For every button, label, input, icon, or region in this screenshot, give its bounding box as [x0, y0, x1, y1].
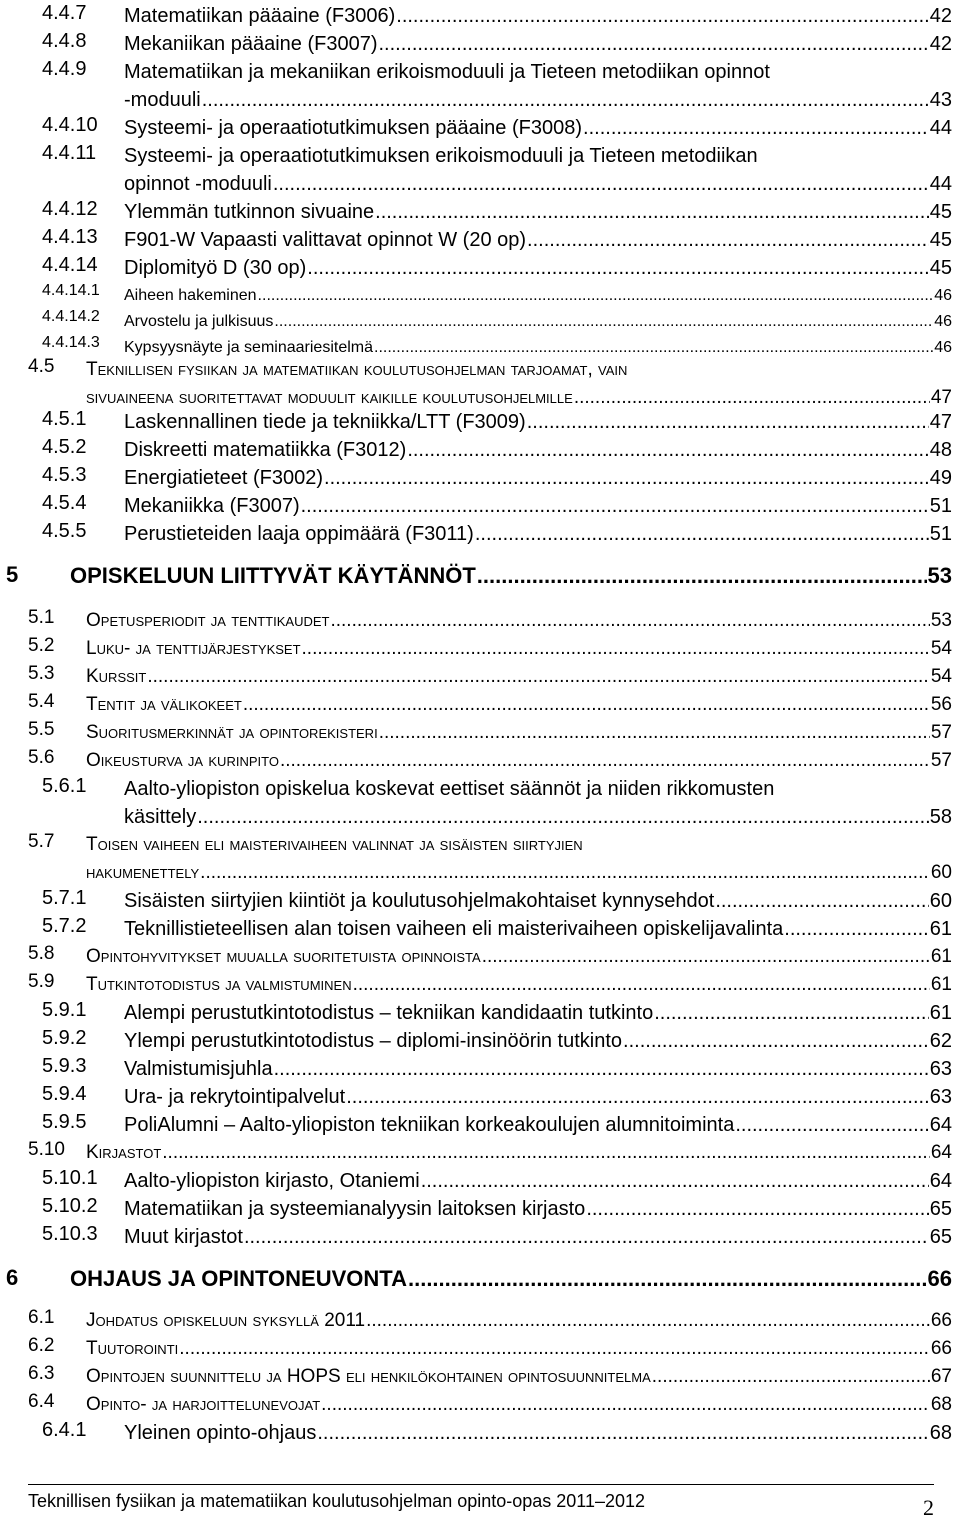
toc-entry[interactable] [124, 436, 952, 464]
toc-entry-title: opinnot -moduuli [124, 173, 272, 195]
dot-leader [527, 226, 929, 254]
toc-entry[interactable] [124, 1167, 952, 1195]
page-footer [28, 1484, 934, 1520]
toc-entry-number: 6.3 [28, 1363, 55, 1384]
toc-entry-number: 6 [6, 1265, 19, 1290]
toc-page-number: 54 [930, 638, 952, 659]
toc-page-number: 57 [930, 722, 952, 743]
dot-leader [623, 1027, 929, 1055]
dot-leader [280, 747, 930, 775]
toc-entry-number: 4.5.4 [42, 492, 87, 514]
toc-entry[interactable] [124, 282, 952, 310]
toc-page-number: 66 [930, 1310, 952, 1331]
toc-entry-number: 5.8 [28, 943, 55, 964]
toc-entry-number: 4.5.3 [42, 464, 87, 486]
toc-entry-title: Matematiikan ja systeemianalyysin laitoksen kirjasto [124, 1198, 586, 1220]
toc-page-number: 42 [929, 33, 952, 55]
toc-entry-title: Aalto-yliopiston opiskelua koskevat eettiset säännöt ja niiden rikkomusten [124, 778, 775, 800]
toc-entry-title: Aalto-yliopiston kirjasto, Otaniemi [124, 1170, 420, 1192]
dot-leader [346, 1083, 929, 1111]
toc-entry-number: 5.5 [28, 719, 55, 740]
toc-entry[interactable] [86, 1139, 952, 1167]
toc-entry-title: Ylempi perustutkintotodistus – diplomi-insinöörin tutkinto [124, 1030, 623, 1052]
toc-page-number: 64 [929, 1114, 952, 1136]
dot-leader [317, 1419, 928, 1447]
toc-entry[interactable] [86, 663, 952, 691]
toc-entry-number: 5.6.1 [42, 775, 87, 797]
toc-entry[interactable] [86, 719, 952, 747]
toc-entry[interactable] [124, 2, 952, 30]
toc-page-number: 58 [929, 806, 952, 828]
toc-entry[interactable] [124, 30, 952, 58]
toc-entry-number: 4.5.5 [42, 520, 87, 542]
footer-title: Teknillisen fysiikan ja matematiikan koulutusohjelman opinto-opas 2011–2012 [28, 1491, 646, 1511]
toc-entry-title: Sisäisten siirtyjien kiintiöt ja koulutusohjelmakohtaiset kynnysehdot [124, 890, 715, 912]
dot-leader [244, 1223, 929, 1251]
toc-entry-title: Diplomityö D (30 op) [124, 257, 307, 279]
toc-page-number: 46 [934, 339, 952, 356]
toc-page-number: 61 [930, 946, 952, 967]
toc-entry[interactable] [124, 308, 952, 336]
toc-entry[interactable] [124, 114, 952, 142]
toc-entry-title: Matematiikan ja mekaniikan erikoismoduuli ja Tieteen metodiikan opinnot [124, 61, 770, 83]
toc-page-number: 60 [930, 862, 952, 883]
toc-page-number: 62 [929, 1030, 952, 1052]
dot-leader [197, 803, 929, 831]
toc-entry-title: Mekaniikan pääaine (F3007) [124, 33, 378, 55]
toc-entry[interactable] [86, 691, 952, 719]
toc-entry[interactable] [124, 1419, 952, 1447]
dot-leader [379, 30, 929, 58]
toc-entry[interactable] [124, 1111, 952, 1139]
toc-entry-number: 4.4.14.2 [42, 308, 100, 325]
toc-entry-number: 4.4.9 [42, 58, 87, 80]
toc-entry-number: 5.3 [28, 663, 55, 684]
toc-entry-number: 5.10.2 [42, 1195, 98, 1217]
toc-entry-number: 4.5.2 [42, 436, 87, 458]
dot-leader [243, 691, 930, 719]
toc-page-number: 44 [929, 117, 952, 139]
toc-page-number: 68 [930, 1394, 952, 1415]
toc-entry-number: 4.4.13 [42, 226, 98, 248]
toc-page-number: 68 [929, 1422, 952, 1444]
toc-entry-title: Kypsyysnäyte ja seminaariesitelmä [124, 339, 373, 356]
toc-entry[interactable] [86, 607, 952, 635]
toc-page-number: 54 [930, 666, 952, 687]
toc-entry[interactable] [124, 1195, 952, 1223]
toc-page-number: 49 [929, 467, 952, 489]
toc-entry-number: 5.9.5 [42, 1111, 87, 1133]
toc-entry[interactable] [124, 492, 952, 520]
toc-entry-title: Opintojen suunnittelu ja HOPS eli henkilökohtainen opintosuunnitelma [86, 1366, 651, 1387]
toc-entry[interactable] [86, 1307, 952, 1335]
toc-entry-number: 5.10.3 [42, 1223, 98, 1245]
dot-leader [307, 254, 928, 282]
toc-entry[interactable] [124, 999, 952, 1027]
toc-entry-title: OHJAUS JA OPINTONEUVONTA [70, 1266, 407, 1291]
dot-leader [200, 859, 930, 887]
toc-page-number: 57 [930, 750, 952, 771]
toc-page-number: 44 [929, 173, 952, 195]
toc-entry[interactable] [86, 356, 952, 412]
toc-page-number: 51 [929, 495, 952, 517]
toc-page-number: 63 [929, 1086, 952, 1108]
toc-entry[interactable] [86, 747, 952, 775]
toc-page-number: 66 [930, 1338, 952, 1359]
toc-entry[interactable] [124, 1223, 952, 1251]
dot-leader [482, 943, 930, 971]
toc-entry-number: 5.10.1 [42, 1167, 98, 1189]
toc-entry-number: 6.2 [28, 1335, 55, 1356]
toc-page-number: 66 [927, 1266, 952, 1291]
toc-entry-title: Yleinen opinto-ohjaus [124, 1422, 317, 1444]
toc-entry[interactable] [124, 915, 952, 943]
toc-entry-title: Matematiikan pääaine (F3006) [124, 5, 396, 27]
dot-leader [274, 308, 933, 336]
toc-entry-title: Johdatus opiskeluun syksyllä 2011 [86, 1310, 366, 1331]
toc-entry-title: Valmistumisjuhla [124, 1058, 273, 1080]
toc-page-number: 67 [930, 1366, 952, 1387]
toc-entry[interactable] [124, 254, 952, 282]
toc-entry[interactable] [124, 58, 952, 114]
toc-entry-title: Systeemi- ja operaatiotutkimuksen pääaine (F3008) [124, 117, 583, 139]
toc-entry-number: 5.10 [28, 1139, 65, 1160]
toc-entry-title: -moduuli [124, 89, 201, 111]
dot-leader [274, 1055, 929, 1083]
toc-entry[interactable] [124, 775, 952, 831]
toc-entry-number: 5.7 [28, 831, 55, 852]
toc-entry-title: Ura- ja rekrytointipalvelut [124, 1086, 346, 1108]
toc-page-number: 43 [929, 89, 952, 111]
toc-page-number: 45 [929, 229, 952, 251]
toc-page-number: 42 [929, 5, 952, 27]
toc-entry[interactable] [86, 971, 952, 999]
toc-page-number: 53 [930, 610, 952, 631]
toc-entry-number: 5.9 [28, 971, 55, 992]
toc-entry-number: 4.4.8 [42, 30, 87, 52]
toc-entry-number: 6.4 [28, 1391, 55, 1412]
dot-leader [652, 1363, 930, 1391]
toc-page-number: 45 [929, 201, 952, 223]
dot-leader [784, 915, 928, 943]
toc-page-number: 47 [930, 387, 952, 408]
toc-entry-title: Systeemi- ja operaatiotutkimuksen erikoismoduuli ja Tieteen metodiikan [124, 145, 758, 167]
toc-page-number: 46 [934, 313, 952, 330]
toc-entry-number: 4.4.10 [42, 114, 98, 136]
dot-leader [375, 198, 929, 226]
toc-entry-title: Kirjastot [86, 1142, 162, 1163]
toc-entry[interactable] [124, 887, 952, 915]
dot-leader [273, 170, 929, 198]
toc-entry-title: Ylemmän tutkinnon sivuaine [124, 201, 375, 223]
dot-leader [324, 464, 929, 492]
toc-entry-title: Teknillisen fysiikan ja matematiikan koulutusohjelman tarjoamat, vain [86, 359, 628, 380]
footer-page-number: 2 [923, 1495, 934, 1520]
toc-entry-number: 5.9.3 [42, 1055, 87, 1077]
toc-entry[interactable] [124, 226, 952, 254]
toc-entry[interactable] [124, 142, 952, 198]
toc-entry-title: Aiheen hakeminen [124, 287, 257, 304]
toc-entry[interactable] [124, 198, 952, 226]
toc-entry-number: 6.4.1 [42, 1419, 87, 1441]
dot-leader [258, 282, 934, 310]
dot-leader [321, 1391, 930, 1419]
toc-entry-number: 4.4.11 [42, 142, 97, 164]
dot-leader [302, 635, 930, 663]
toc-entry[interactable] [86, 1363, 952, 1391]
toc-page-number: 56 [930, 694, 952, 715]
toc-entry[interactable] [124, 408, 952, 436]
toc-entry[interactable] [124, 1055, 952, 1083]
dot-leader [301, 492, 929, 520]
toc-entry-title: Kurssit [86, 666, 147, 687]
toc-entry-title: Energiatieteet (F3002) [124, 467, 324, 489]
dot-leader [586, 1195, 928, 1223]
dot-leader [353, 971, 930, 999]
toc-page-number: 48 [929, 439, 952, 461]
toc-entry[interactable] [124, 1027, 952, 1055]
toc-entry[interactable] [124, 520, 952, 548]
toc-entry-title: Alempi perustutkintotodistus – tekniikan kandidaatin tutkinto [124, 1002, 654, 1024]
toc-entry-title: Opintohyvitykset muualla suoritetuista opinnoista [86, 946, 481, 967]
toc-entry-title: Opinto- ja harjoittelunevojat [86, 1394, 321, 1415]
toc-entry[interactable] [124, 1083, 952, 1111]
toc-page-number: 65 [929, 1198, 952, 1220]
toc-entry-title: Diskreetti matematiikka (F3012) [124, 439, 407, 461]
toc-entry-number: 5.6 [28, 747, 55, 768]
toc-entry-number: 5.9.4 [42, 1083, 87, 1105]
toc-entry-number: 5.7.2 [42, 915, 87, 937]
dot-leader [654, 999, 929, 1027]
toc-page-number: 61 [929, 1002, 952, 1024]
toc-entry-number: 4.4.14.1 [42, 282, 100, 299]
toc-entry-title: Opetusperiodit ja tenttikaudet [86, 610, 330, 631]
toc-entry-number: 5 [6, 562, 19, 587]
toc-entry[interactable] [86, 635, 952, 663]
toc-entry-title: Laskennallinen tiede ja tekniikka/LTT (F3009) [124, 411, 526, 433]
toc-entry-title: Toisen vaiheen eli maisterivaiheen valinnat ja sisäisten siirtyjien [86, 834, 583, 855]
toc-entry-number: 4.4.7 [42, 2, 87, 24]
toc-entry-number: 5.2 [28, 635, 55, 656]
dot-leader [715, 887, 928, 915]
toc-entry-number: 5.9.2 [42, 1027, 87, 1049]
dot-leader [583, 114, 929, 142]
toc-entry-title: Arvostelu ja julkisuus [124, 313, 274, 330]
dot-leader [379, 719, 930, 747]
toc-entry-number: 5.4 [28, 691, 55, 712]
dot-leader [735, 1111, 928, 1139]
toc-entry[interactable] [86, 943, 952, 971]
dot-leader [366, 1307, 930, 1335]
toc-entry-title: Perustieteiden laaja oppimäärä (F3011) [124, 523, 474, 545]
toc-entry-number: 5.1 [28, 607, 55, 628]
toc-page-number: 47 [929, 411, 952, 433]
toc-entry-number: 4.4.14 [42, 254, 98, 276]
toc-entry[interactable] [86, 1391, 952, 1419]
toc-entry-number: 5.7.1 [42, 887, 87, 909]
toc-page-number: 65 [929, 1226, 952, 1248]
toc-entry-number: 4.4.12 [42, 198, 98, 220]
toc-page-number: 61 [929, 918, 952, 940]
toc-entry-title: Teknillistieteellisen alan toisen vaiheen eli maisterivaiheen opiskelijavalinta [124, 918, 784, 940]
toc-entry[interactable] [86, 1335, 952, 1363]
toc-entry-title: PoliAlumni – Aalto-yliopiston tekniikan korkeakoulujen alumnitoiminta [124, 1114, 735, 1136]
toc-entry-number: 5.9.1 [42, 999, 87, 1021]
dot-leader [162, 1139, 930, 1167]
toc-entry-title: hakumenettely [86, 862, 200, 883]
toc-entry-title: Luku- ja tenttijärjestykset [86, 638, 301, 659]
toc-entry[interactable] [70, 1265, 952, 1293]
toc-page-number: 64 [930, 1142, 952, 1163]
dot-leader [396, 2, 928, 30]
toc-entry-title: Mekaniikka (F3007) [124, 495, 300, 517]
toc-entry-title: Tutkintotodistus ja valmistuminen [86, 974, 352, 995]
dot-leader [421, 1167, 929, 1195]
toc-entry-title: käsittely [124, 806, 197, 828]
dot-leader [330, 607, 929, 635]
toc-entry-number: 4.5 [28, 356, 55, 377]
toc-entry-title: Muut kirjastot [124, 1226, 243, 1248]
toc-entry[interactable] [70, 562, 952, 590]
dot-leader [179, 1335, 930, 1363]
dot-leader [147, 663, 930, 691]
toc-entry-number: 4.5.1 [42, 408, 87, 430]
toc-entry[interactable] [124, 464, 952, 492]
toc-entry-title: F901-W Vapaasti valittavat opinnot W (20 op) [124, 229, 527, 251]
dot-leader [408, 1265, 927, 1293]
toc-page-number: 61 [930, 974, 952, 995]
dot-leader [202, 86, 929, 114]
dot-leader [477, 562, 927, 590]
toc-entry-title: Suoritusmerkinnät ja opintorekisteri [86, 722, 378, 743]
toc-page-number: 63 [929, 1058, 952, 1080]
toc-page-number: 53 [927, 563, 952, 588]
toc-page-number: 60 [929, 890, 952, 912]
toc-page-number: 51 [929, 523, 952, 545]
toc-entry-title: sivuaineena suoritettavat moduulit kaikille koulutusohjelmille [86, 387, 573, 408]
toc-entry-title: Tuutorointi [86, 1338, 179, 1359]
toc-entry-title: OPISKELUUN LIITTYVÄT KÄYTÄNNÖT [70, 563, 476, 588]
dot-leader [527, 408, 929, 436]
dot-leader [407, 436, 928, 464]
toc-entry-title: Oikeusturva ja kurinpito [86, 750, 279, 771]
toc-page-number: 64 [929, 1170, 952, 1192]
toc-entry-title: Tentit ja välikokeet [86, 694, 242, 715]
toc-page-number: 45 [929, 257, 952, 279]
dot-leader [475, 520, 929, 548]
toc-entry-number: 4.4.14.3 [42, 334, 100, 351]
toc-page-number: 46 [934, 287, 952, 304]
toc-entry-number: 6.1 [28, 1307, 55, 1328]
toc-entry[interactable] [86, 831, 952, 887]
